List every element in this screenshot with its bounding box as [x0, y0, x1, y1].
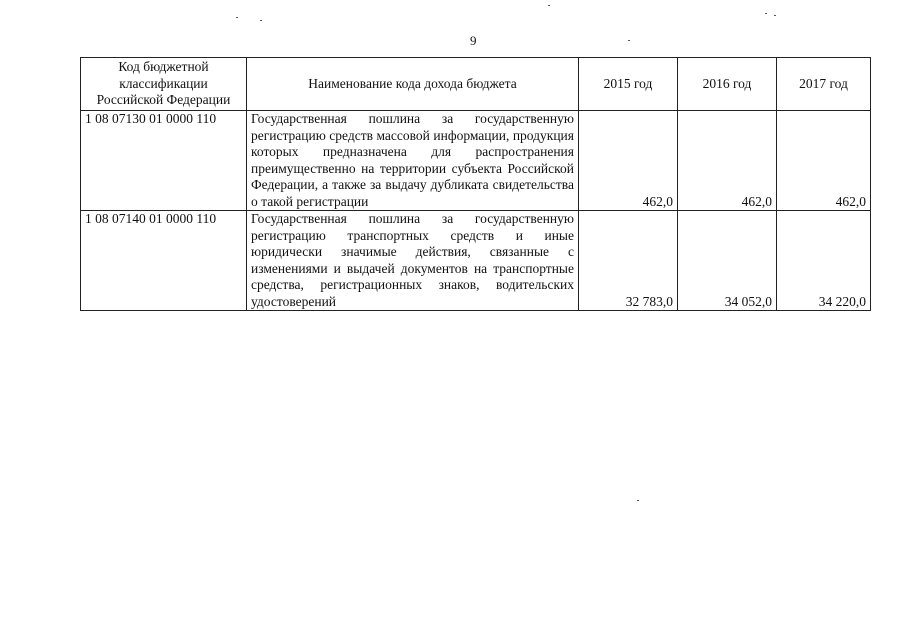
header-2017: 2017 год [777, 58, 871, 111]
budget-revenue-table [80, 57, 871, 311]
row-name: Государственная пошлина за государственную регистрацию транспортных средств и иные юридически значимые действия, связанные с изменениями и выдачей документов на транспортные средства, регистрационных знаков, водительских удостоверений [247, 211, 579, 311]
row-name: Государственная пошлина за государственную регистрацию средств массовой информации, продукция которых предназначена для распространения преимущественно на территории субъекта Российской Федерации, а также за выдачу дубликата свидетельства о такой регистрации [247, 111, 579, 211]
scan-speck [765, 13, 767, 14]
row-code: 1 08 07130 01 0000 110 [81, 111, 247, 211]
header-name: Наименование кода дохода бюджета [247, 58, 579, 111]
scan-speck [236, 17, 238, 18]
table-header-row [81, 58, 871, 111]
header-2015: 2015 год [579, 58, 678, 111]
row-value-2017: 34 220,0 [777, 211, 871, 311]
header-code: Код бюджетной классификации Российской Федерации [81, 58, 247, 111]
scan-speck [628, 40, 630, 41]
row-value-2017: 462,0 [777, 111, 871, 211]
page-number: 9 [470, 33, 477, 48]
row-value-2015: 32 783,0 [579, 211, 678, 311]
scan-speck [774, 15, 776, 16]
table-row [81, 111, 871, 211]
scan-speck [260, 20, 262, 21]
row-value-2016: 34 052,0 [678, 211, 777, 311]
row-value-2015: 462,0 [579, 111, 678, 211]
scan-speck [637, 500, 639, 501]
row-code: 1 08 07140 01 0000 110 [81, 211, 247, 311]
table-row [81, 211, 871, 311]
header-2016: 2016 год [678, 58, 777, 111]
row-value-2016: 462,0 [678, 111, 777, 211]
scan-speck [548, 5, 550, 6]
